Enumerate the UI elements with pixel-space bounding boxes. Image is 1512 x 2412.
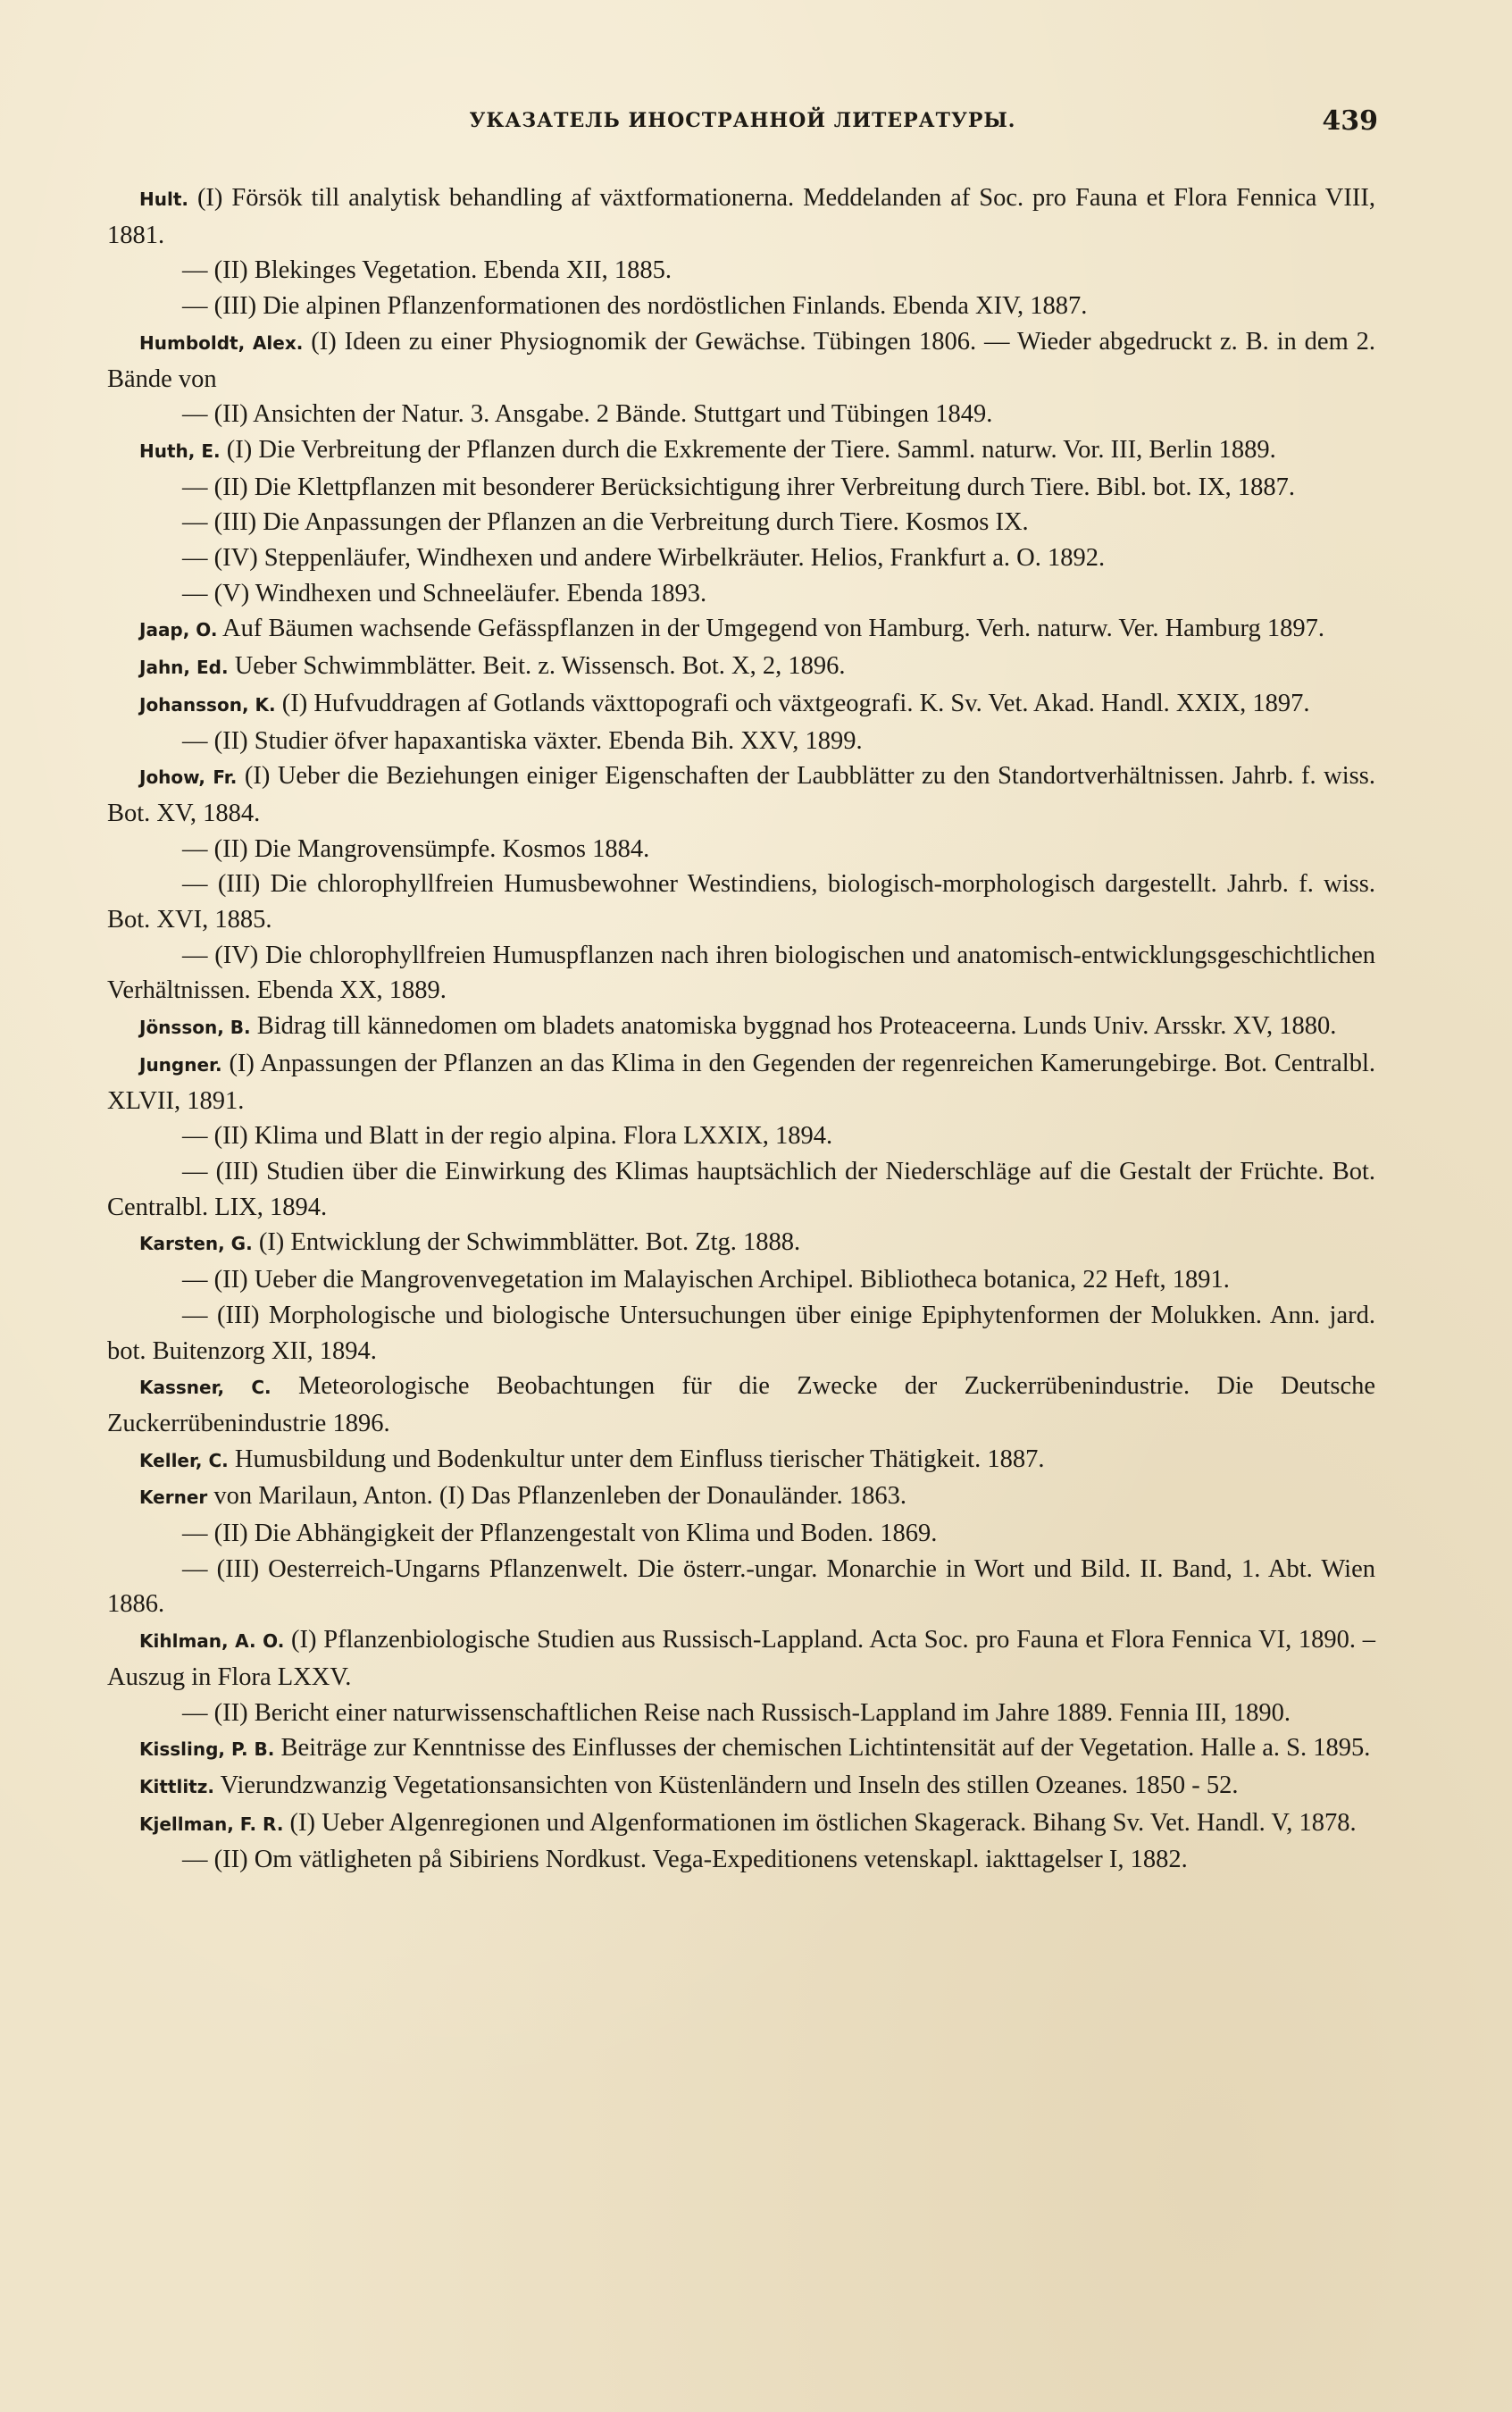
entry-author: Kassner, C. bbox=[139, 1377, 271, 1399]
entry-text: — (III) Oesterreich-Ungarns Pflanzenwelt. Die österr.-ungar. Monarchie in Wort und Bild. II. Band, 1. Abt. Wien 1886. bbox=[107, 1554, 1375, 1619]
bibliography-entry bbox=[107, 1369, 1375, 1441]
entry-text: (I) Anpassungen der Pflanzen an das Klima in den Gegenden der regenreichen Kamerungebirge. Bot. Centralbl. XLVII, 1891. bbox=[107, 1049, 1375, 1115]
entry-text: — (II) Bericht einer naturwissenschaftlichen Reise nach Russisch-Lappland im Jahre 1889. Fennia III, 1890. bbox=[182, 1698, 1291, 1727]
bibliography-entry bbox=[107, 470, 1375, 506]
entry-text: — (III) Die Anpassungen der Pflanzen an die Verbreitung durch Tiere. Kosmos IX. bbox=[182, 508, 1029, 537]
entry-text: (I) Pflanzenbiologische Studien aus Russisch-Lappland. Acta Soc. pro Fauna et Flora Fennica VI, 1890. – Auszug in Flora LXXV. bbox=[107, 1626, 1375, 1691]
bibliography-entry bbox=[107, 1262, 1375, 1298]
page-header bbox=[107, 105, 1378, 141]
entry-text: Vierundzwanzig Vegetationsansichten von Küstenländern und Inseln des stillen Ozeanes. 1850 - 52. bbox=[220, 1771, 1239, 1799]
entry-text: (I) Die Verbreitung der Pflanzen durch die Exkremente der Tiere. Samml. naturw. Vor. III, Berlin 1889. bbox=[226, 435, 1276, 464]
entry-author: Johansson, K. bbox=[139, 693, 276, 716]
entry-text: Bidrag till kännedomen om bladets anatomiska byggnad hos Proteaceerna. Lunds Univ. Arsskr. XV, 1880. bbox=[256, 1012, 1337, 1041]
entry-text: — (II) Klima und Blatt in der regio alpina. Flora LXXIX, 1894. bbox=[182, 1122, 833, 1151]
entry-text: — (III) Morphologische und biologische Untersuchungen über einige Epiphytenformen der Molukken. Ann. jard. bot. Buitenzorg XII, 1894. bbox=[107, 1301, 1375, 1365]
entry-text: — (III) Die alpinen Pflanzenformationen des nordöstlichen Finlands. Ebenda XIV, 1887. bbox=[182, 292, 1088, 321]
entry-text: — (III) Studien über die Einwirkung des Klimas hauptsächlich der Niederschläge auf die Gestalt der Früchte. Bot. Centralbl. LIX, 1894. bbox=[107, 1157, 1375, 1221]
entry-text: — (II) Om vätligheten på Sibiriens Nordkust. Vega-Expeditionens vetenskapl. iakttagelser I, 1882. bbox=[182, 1846, 1188, 1874]
bibliography-entry bbox=[107, 1730, 1375, 1768]
bibliography-entry bbox=[107, 1478, 1375, 1516]
bibliography-entry bbox=[107, 1842, 1375, 1878]
entry-author: Huth, E. bbox=[139, 440, 221, 462]
bibliography-entry bbox=[107, 1118, 1375, 1154]
bibliography-entry bbox=[107, 649, 1375, 686]
entry-author: Kissling, P. B. bbox=[139, 1738, 275, 1761]
bibliography-entry bbox=[107, 540, 1375, 576]
entry-text: — (II) Die Klettpflanzen mit besonderer Berücksichtigung ihrer Verbreitung durch Tiere. Bibl. bot. IX, 1887. bbox=[182, 473, 1296, 501]
bibliography-entry bbox=[107, 1046, 1375, 1118]
entry-author: Hult. bbox=[139, 188, 188, 210]
entry-author: Jahn, Ed. bbox=[139, 657, 229, 679]
entry-text: Ueber Schwimmblätter. Beit. z. Wissensch. Bot. X, 2, 1896. bbox=[234, 652, 846, 681]
page-number: 439 bbox=[1322, 105, 1378, 137]
entry-text: — (II) Die Abhängigkeit der Pflanzengestalt von Klima und Boden. 1869. bbox=[182, 1520, 938, 1548]
entry-text: Meteorologische Beobachtungen für die Zwecke der Zuckerrübenindustrie. Die Deutsche Zuckerrübenindustrie 1896. bbox=[107, 1372, 1375, 1437]
entry-author: Kjellman, F. R. bbox=[139, 1813, 284, 1835]
entry-text: — (II) Ueber die Mangrovenvegetation im Malayischen Archipel. Bibliotheca botanica, 22 Heft, 1891. bbox=[182, 1266, 1230, 1294]
entry-text: Auf Bäumen wachsende Gefässpflanzen in der Umgegend von Hamburg. Verh. naturw. Ver. Hamburg 1897. bbox=[222, 615, 1324, 643]
entry-text: (I) Hufvuddragen af Gotlands växttopografi och växtgeografi. K. Sv. Vet. Akad. Handl. XXIX, 1897. bbox=[281, 689, 1310, 717]
entry-text: — (V) Windhexen und Schneeläufer. Ebenda 1893. bbox=[182, 579, 707, 607]
entry-text: — (II) Studier öfver hapaxantiska växter. Ebenda Bih. XXV, 1899. bbox=[182, 726, 863, 755]
bibliography-entry bbox=[107, 289, 1375, 324]
entry-text: — (II) Ansichten der Natur. 3. Ansgabe. 2 Bände. Stuttgart und Tübingen 1849. bbox=[182, 400, 993, 429]
entry-text: (I) Ueber Algenregionen und Algenformationen im östlichen Skagerack. Bihang Sv. Vet. Handl. V, 1878. bbox=[289, 1808, 1357, 1837]
entry-author: Jaap, O. bbox=[139, 619, 218, 641]
entry-text: Beiträge zur Kenntnisse des Einflusses der chemischen Lichtintensität auf der Vegetation. Halle a. S. 1895. bbox=[280, 1734, 1371, 1763]
bibliography-entry bbox=[107, 867, 1375, 937]
entry-author: Karsten, G. bbox=[139, 1233, 253, 1255]
bibliography-entry bbox=[107, 686, 1375, 724]
entry-text: (I) Ueber die Beziehungen einiger Eigenschaften der Laubblätter zu den Standortverhältnissen. Jahrb. f. wiss. Bot. XV, 1884. bbox=[107, 762, 1375, 827]
entry-author: Johow, Fr. bbox=[139, 766, 238, 789]
running-title: УКАЗАТЕЛЬ ИНОСТРАННОЙ ЛИТЕРАТУРЫ. bbox=[469, 109, 1016, 132]
entry-text: (I) Försök till analytisk behandling af växtformationerna. Meddelanden af Soc. pro Fauna et Flora Fennica VIII, 1881. bbox=[107, 184, 1375, 249]
bibliography-entry bbox=[107, 253, 1375, 289]
bibliography-entry bbox=[107, 938, 1375, 1009]
entry-text: — (II) Die Mangrovensümpfe. Kosmos 1884. bbox=[182, 834, 650, 863]
bibliography-entry bbox=[107, 1622, 1375, 1695]
bibliography-entry bbox=[107, 1009, 1375, 1046]
bibliography-entry bbox=[107, 397, 1375, 432]
entry-text: (I) Ideen zu einer Physiognomik der Gewächse. Tübingen 1806. — Wieder abgedruckt z. B. in dem 2. Bände von bbox=[107, 327, 1376, 393]
bibliography-entry bbox=[107, 1225, 1375, 1262]
entry-text: — (III) Die chlorophyllfreien Humusbewohner Westindiens, biologisch-morphologisch dargestellt. Jahrb. f. wiss. Bot. XVI, 1885. bbox=[107, 870, 1375, 934]
entry-text: — (II) Blekinges Vegetation. Ebenda XII, 1885. bbox=[182, 256, 672, 285]
bibliography-list bbox=[107, 180, 1375, 1878]
bibliography-entry bbox=[107, 1805, 1375, 1843]
entry-author: Keller, C. bbox=[139, 1449, 229, 1471]
bibliography-entry bbox=[107, 832, 1375, 867]
entry-text: — (IV) Steppenläufer, Windhexen und andere Wirbelkräuter. Helios, Frankfurt a. O. 1892. bbox=[182, 544, 1106, 573]
bibliography-entry bbox=[107, 611, 1375, 649]
entry-text: — (IV) Die chlorophyllfreien Humuspflanzen nach ihren biologischen und anatomisch-entwicklungsgeschichtlichen Verhältnissen. Ebenda XX, 1889. bbox=[107, 941, 1375, 1005]
entry-author: Kittlitz. bbox=[139, 1775, 214, 1797]
bibliography-entry bbox=[107, 1154, 1375, 1225]
bibliography-entry bbox=[107, 1696, 1375, 1731]
entry-text: Humusbildung und Bodenkultur unter dem Einfluss tierischer Thätigkeit. 1887. bbox=[234, 1445, 1045, 1473]
bibliography-entry bbox=[107, 1552, 1375, 1622]
entry-author: Jungner. bbox=[139, 1053, 222, 1076]
bibliography-entry bbox=[107, 576, 1375, 612]
entry-author: Kerner bbox=[139, 1487, 208, 1509]
bibliography-entry bbox=[107, 1298, 1375, 1369]
entry-text: (I) Entwicklung der Schwimmblätter. Bot. Ztg. 1888. bbox=[258, 1228, 801, 1257]
bibliography-entry bbox=[107, 432, 1375, 470]
entry-author: Jönsson, B. bbox=[139, 1017, 251, 1039]
bibliography-entry bbox=[107, 1768, 1375, 1805]
bibliography-entry bbox=[107, 1516, 1375, 1552]
bibliography-entry bbox=[107, 180, 1375, 253]
entry-text: von Marilaun, Anton. (I) Das Pflanzenleben der Donauländer. 1863. bbox=[213, 1482, 906, 1511]
bibliography-entry bbox=[107, 324, 1375, 397]
bibliography-entry bbox=[107, 758, 1375, 831]
bibliography-entry bbox=[107, 1442, 1375, 1479]
bibliography-entry bbox=[107, 724, 1375, 759]
entry-author: Kihlman, A. O. bbox=[139, 1630, 285, 1653]
entry-author: Humboldt, Alex. bbox=[139, 331, 304, 354]
bibliography-entry bbox=[107, 505, 1375, 540]
